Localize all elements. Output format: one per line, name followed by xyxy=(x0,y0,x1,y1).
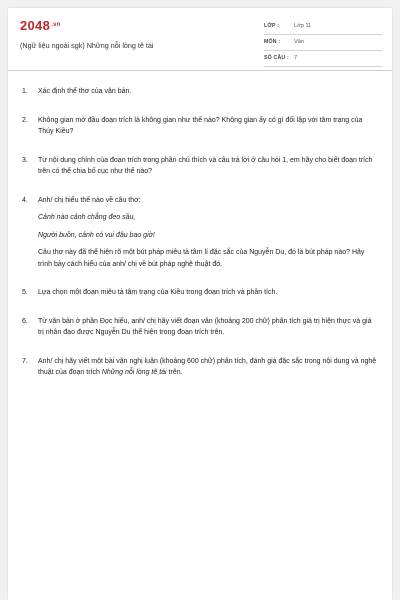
question-6 xyxy=(22,316,378,339)
question-4 xyxy=(22,195,378,271)
document-title: (Ngữ liệu ngoài sgk) Những nỗi lòng tê tái xyxy=(20,41,154,50)
verse-text: Người buồn, cảnh có vui đâu bao giờ! xyxy=(38,231,155,239)
meta-value-subject: Văn xyxy=(294,39,304,45)
question-number: 4. xyxy=(22,196,28,204)
question-7 xyxy=(22,356,378,379)
meta-value-count: 7 xyxy=(294,55,298,61)
question-text-part: Anh/ chị hãy viết một bài văn nghị luận (khoảng 600 chữ) phân tích, đánh giá đặc sắc trong nội dung và nghệ thuật của đoạn trích xyxy=(38,357,377,376)
question-5 xyxy=(22,287,378,299)
question-text: Lựa chọn một đoạn miêu tả tâm trạng của Kiều trong đoạn trích và phân tích. xyxy=(38,289,278,296)
question-number: 7. xyxy=(22,357,28,365)
question-number: 6. xyxy=(22,317,28,325)
verse-line-2 xyxy=(38,230,378,242)
meta-label-class: LỚP : xyxy=(264,23,280,29)
question-number: 5. xyxy=(22,289,28,296)
meta-label-count: SỐ CÂU : xyxy=(264,55,289,61)
logo-domain: .vn xyxy=(51,22,61,28)
question-text: Không gian mở đầu đoạn trích là không gian như thế nào? Không gian ấy có gì đối lập với tâm trạng của Thúy Kiều? xyxy=(38,116,363,135)
question-text: Từ nội dung chính của đoạn trích trong phần chú thích và câu trả lời ở câu hỏi 1, em hãy cho biết đoạn trích trên có thể chia bố cục như thế nào? xyxy=(38,156,373,175)
verse-line-1 xyxy=(38,212,378,224)
site-logo[interactable] xyxy=(20,18,61,33)
question-3 xyxy=(22,155,378,178)
header-divider xyxy=(8,70,392,71)
question-text-part: trên. xyxy=(166,369,183,376)
meta-label-subject: MÔN : xyxy=(264,39,281,45)
question-number: 3. xyxy=(22,156,28,164)
exam-sheet xyxy=(8,8,392,600)
question-text: Từ văn bản ở phần Đọc hiểu, anh/ chị hãy viết đoạn văn (khoảng 200 chữ) phân tích giá trị hiện thực và giá trị nhân đạo được Nguyễn Du thể hiện trong đoạn trích trên. xyxy=(38,317,372,336)
meta-row-count xyxy=(264,52,382,67)
meta-row-class xyxy=(264,20,382,35)
meta-value-class: Lớp 11 xyxy=(294,23,312,29)
meta-row-subject xyxy=(264,36,382,51)
page-header xyxy=(20,16,382,72)
question-text: Xác định thể thơ của văn bản. xyxy=(38,88,132,95)
question-2 xyxy=(22,115,378,138)
question-list xyxy=(22,86,378,396)
work-title: Những nỗi lòng tê tái xyxy=(101,369,167,376)
logo-text: 2048 xyxy=(20,18,51,33)
question-text xyxy=(38,356,378,379)
verse-text: Cảnh nào cảnh chẳng đeo sầu, xyxy=(38,214,136,221)
meta-info xyxy=(264,20,382,68)
question-extra-text: Câu thơ này đã thể hiện rõ một bút pháp miêu tả tâm lí đặc sắc của Nguyễn Du, đó là bút pháp nào? Hãy trình bày cách hiểu của anh/ chị về bút pháp nghệ thuật đó. xyxy=(38,249,365,268)
question-text: Anh/ chị hiểu thế nào về câu thơ: xyxy=(38,196,141,204)
question-1 xyxy=(22,86,378,98)
question-number: 2. xyxy=(22,116,28,124)
question-number: 1. xyxy=(22,88,28,95)
